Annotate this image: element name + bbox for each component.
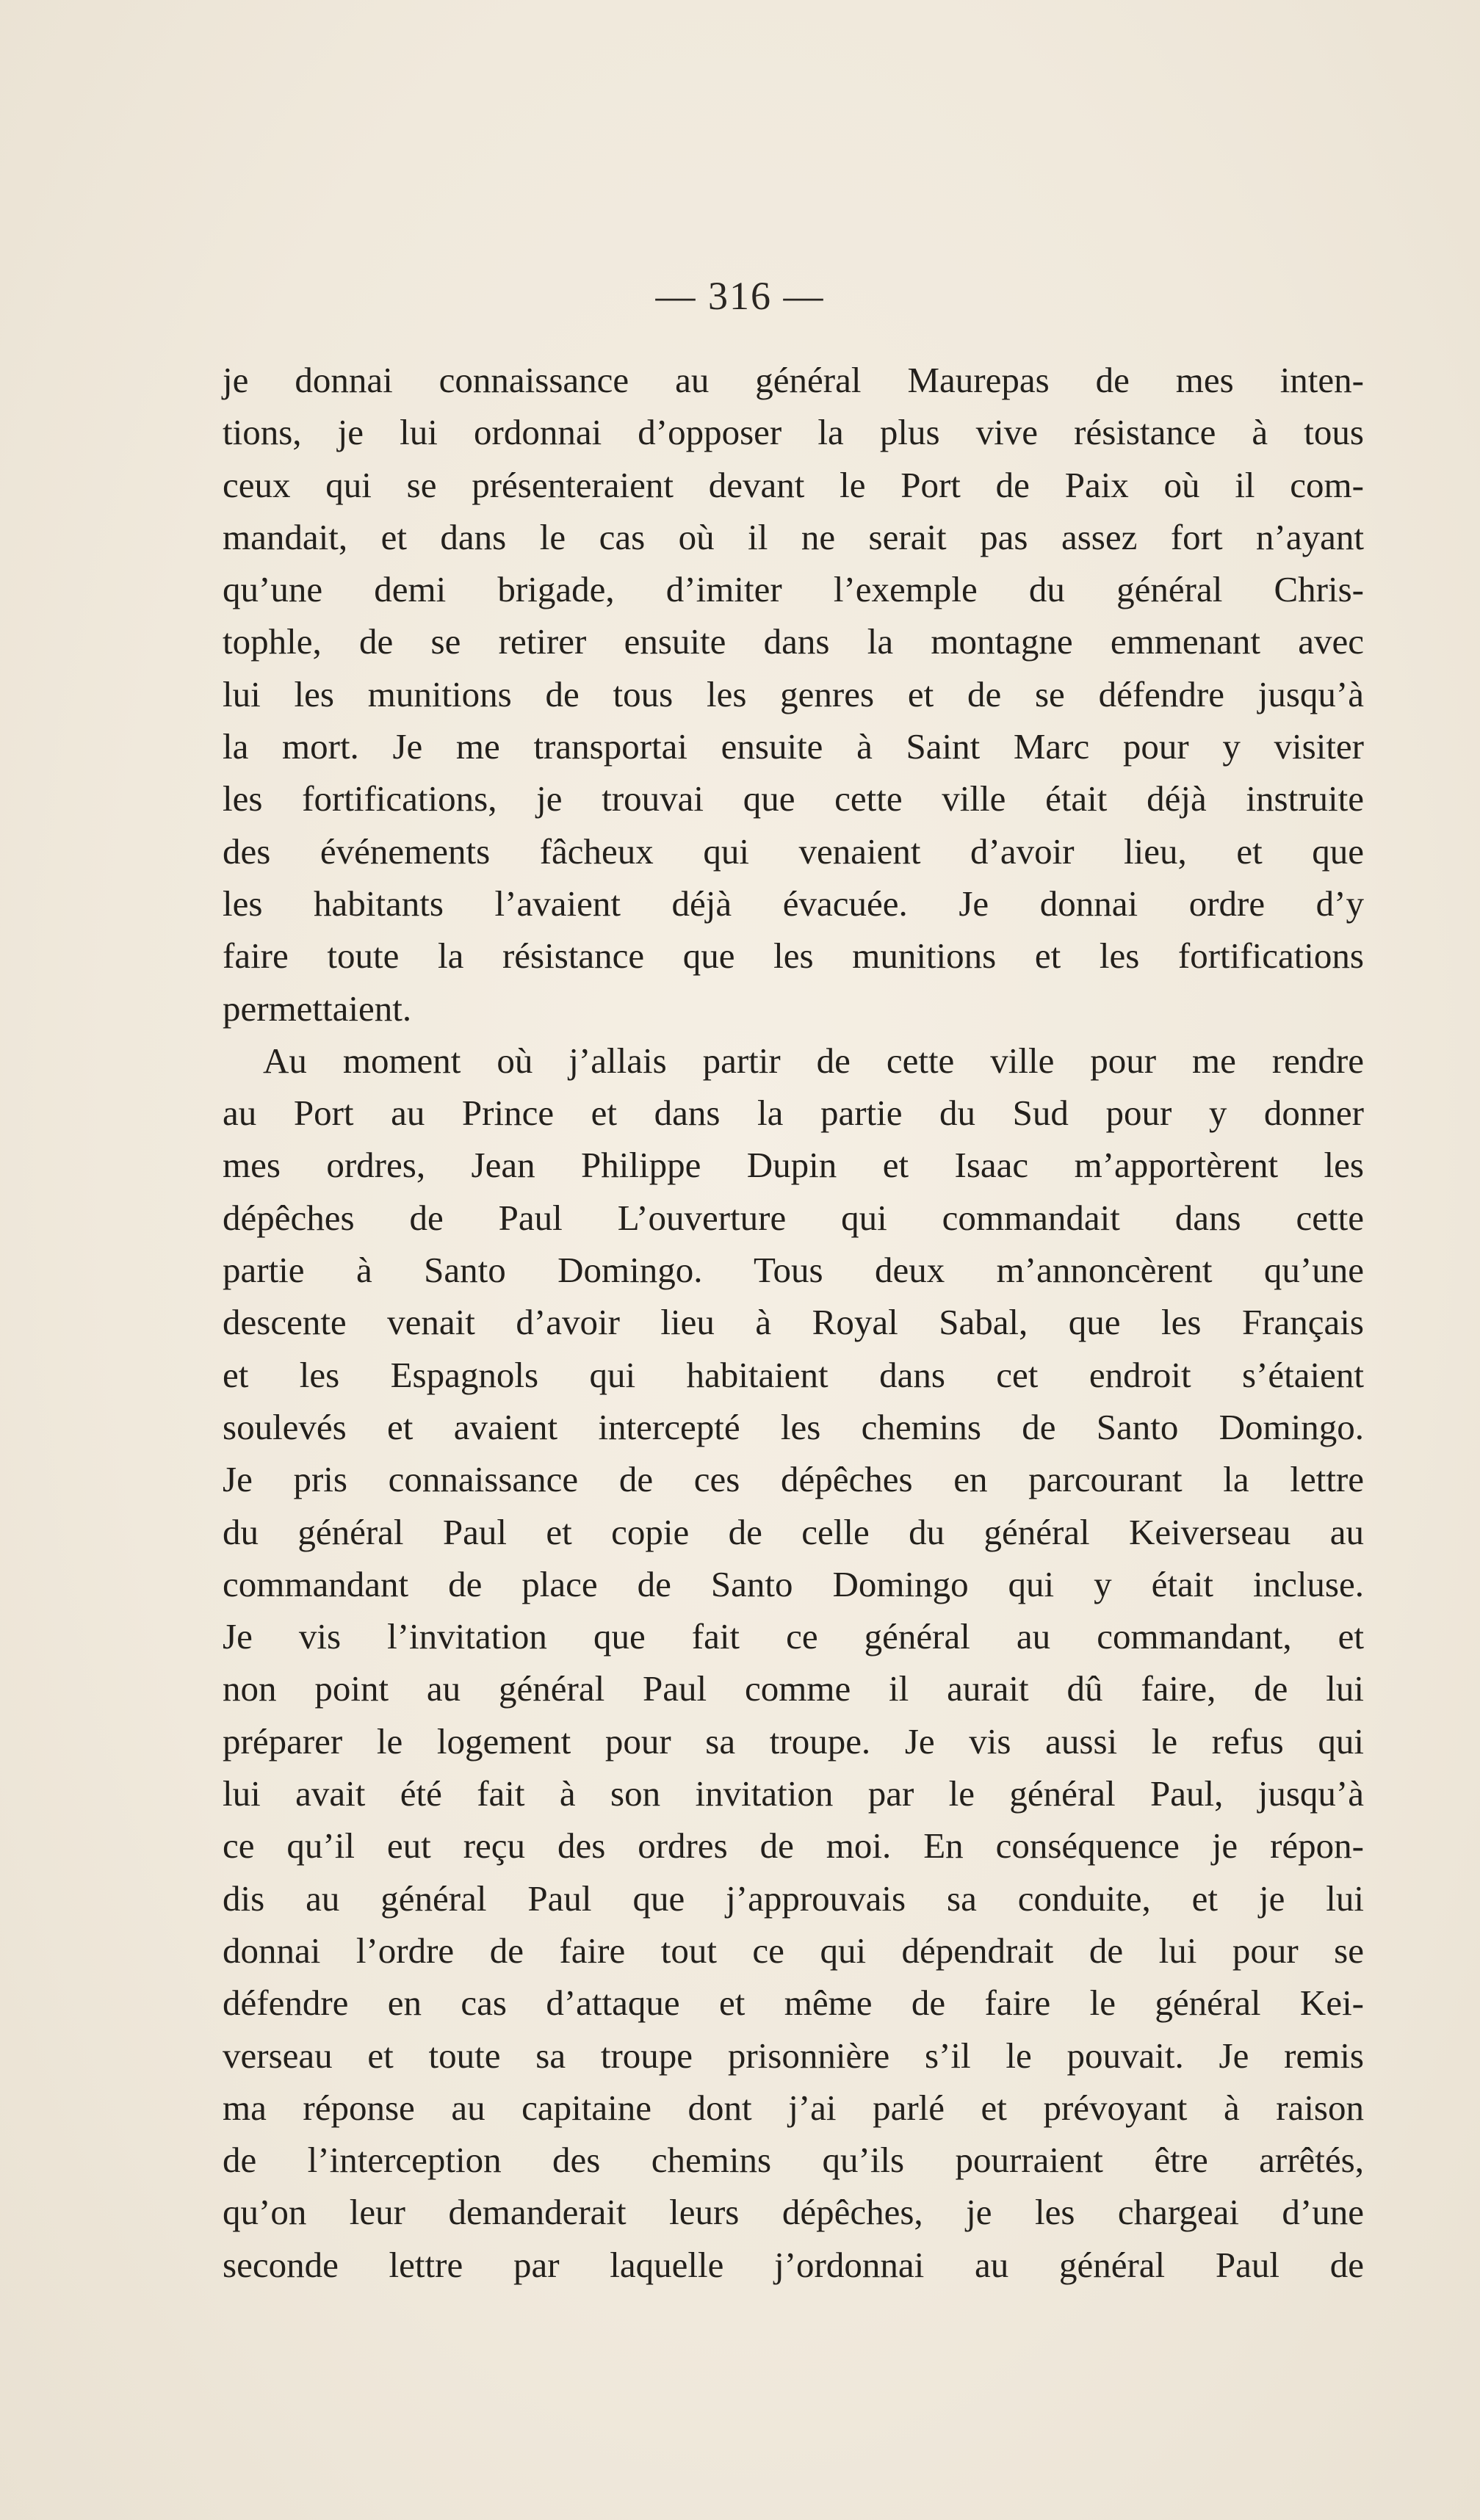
text-line: dépêches de Paul L’ouverture qui commandait dans cette — [223, 1197, 1364, 1238]
text-line: soulevés et avaient intercepté les chemins de Santo Domingo. — [223, 1406, 1364, 1447]
text-line: ce qu’il eut reçu des ordres de moi. En conséquence je répon- — [223, 1825, 1364, 1867]
text-line: et les Espagnols qui habitaient dans cet endroit s’étaient — [223, 1354, 1364, 1395]
text-line: les fortifications, je trouvai que cette ville était déjà instruite — [223, 778, 1364, 819]
text-line: défendre en cas d’attaque et même de faire le général Kei- — [223, 1983, 1364, 2024]
text-line: donnai l’ordre de faire tout ce qui dépendrait de lui pour se — [223, 1930, 1364, 1971]
text-line: la mort. Je me transportai ensuite à Saint Marc pour y visiter — [223, 726, 1364, 767]
text-line: préparer le logement pour sa troupe. Je vis aussi le refus qui — [223, 1720, 1364, 1762]
text-line: je donnai connaissance au général Maurepas de mes inten- — [223, 360, 1364, 400]
text-line: dis au général Paul que j’approuvais sa conduite, et je lui — [223, 1878, 1364, 1919]
text-line: les habitants l’avaient déjà évacuée. Je donnai ordre d’y — [223, 883, 1364, 924]
body-text — [223, 354, 1364, 2291]
text-line: qu’on leur demanderait leurs dépêches, je les chargeai d’une — [223, 2192, 1364, 2233]
text-line: mandait, et dans le cas où il ne serait pas assez fort n’ayant — [223, 516, 1364, 557]
text-line: tophle, de se retirer ensuite dans la montagne emmenant avec — [223, 621, 1364, 662]
text-line: qu’une demi brigade, d’imiter l’exemple du général Chris- — [223, 569, 1364, 610]
text-line: au Port au Prince et dans la partie du Sud pour y donner — [223, 1093, 1364, 1134]
text-line: mes ordres, Jean Philippe Dupin et Isaac m’apportèrent les — [223, 1145, 1364, 1186]
text-line: lui les munitions de tous les genres et de se défendre jusqu’à — [223, 673, 1364, 714]
text-line: partie à Santo Domingo. Tous deux m’annoncèrent qu’une — [223, 1250, 1364, 1291]
text-line: verseau et toute sa troupe prisonnière s’il le pouvait. Je remis — [223, 2035, 1364, 2076]
text-line: Je vis l’invitation que fait ce général au commandant, et — [223, 1616, 1364, 1657]
page-number: — 316 — — [655, 274, 825, 318]
text-line: commandant de place de Santo Domingo qui y était incluse. — [223, 1563, 1364, 1604]
text-line: non point au général Paul comme il aurait dû faire, de lui — [223, 1668, 1364, 1709]
text-line: seconde lettre par laquelle j’ordonnai au général Paul de — [223, 2244, 1364, 2285]
text-line: ma réponse au capitaine dont j’ai parlé et prévoyant à raison — [223, 2087, 1364, 2128]
text-line: Je pris connaissance de ces dépêches en parcourant la lettre — [223, 1459, 1364, 1500]
text-line: de l’interception des chemins qu’ils pourraient être arrêtés, — [223, 2140, 1364, 2181]
paragraph-start-line: Au moment où j’allais partir de cette ville pour me rendre — [263, 1040, 1364, 1081]
text-line: tions, je lui ordonnai d’opposer la plus vive résistance à tous — [223, 412, 1364, 453]
paragraph-end-line: permettaient. — [223, 988, 412, 1029]
text-line: du général Paul et copie de celle du général Keiverseau au — [223, 1511, 1364, 1552]
text-line: ceux qui se présenteraient devant le Port de Paix où il com- — [223, 464, 1364, 505]
text-line: des événements fâcheux qui venaient d’avoir lieu, et que — [223, 830, 1364, 872]
text-line: faire toute la résistance que les munitions et les fortifications — [223, 935, 1364, 977]
text-line: descente venait d’avoir lieu à Royal Sabal, que les Français — [223, 1302, 1364, 1343]
text-line: lui avait été fait à son invitation par le général Paul, jusqu’à — [223, 1773, 1364, 1814]
